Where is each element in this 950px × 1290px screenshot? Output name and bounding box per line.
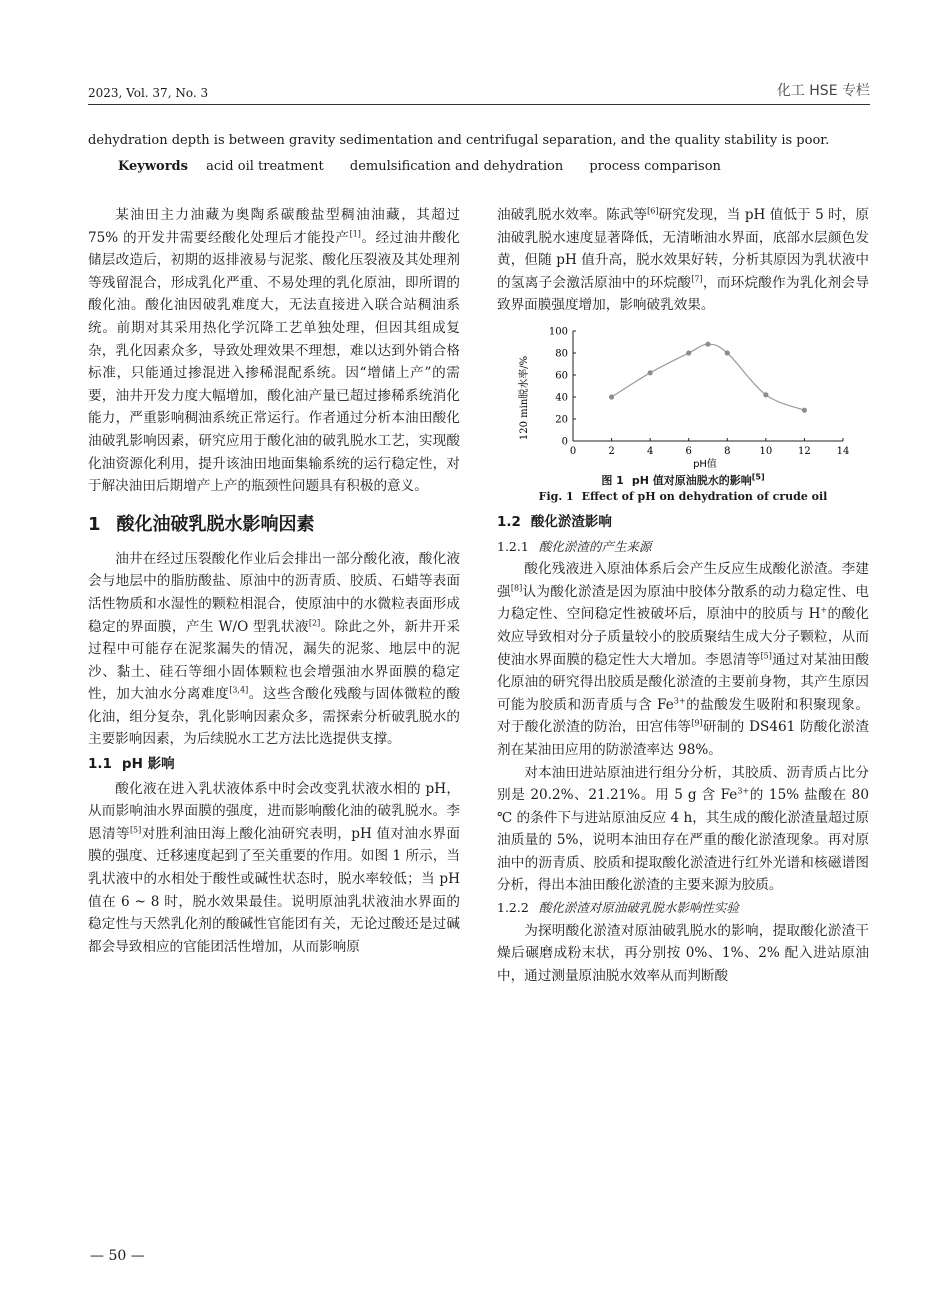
x-tick-label: 2	[608, 445, 615, 457]
y-tick-label: 60	[555, 370, 568, 382]
intro-paragraph: 某油田主力油藏为奥陶系碳酸盐型稠油油藏，其超过 75% 的开发井需要经酸化处理后才能投产[1]。经过油井酸化储层改造后，初期的返排液易与泥浆、酸化压裂液及其处理剂等残留混合，形成乳化严重、不易处理的乳化原油，即所谓的酸化油。酸化油因破乳难度大，无法直接进入联合站稠油系统。前期对其采用热化学沉降工艺单独处理，但因其组成复杂，乳化因素众多，导致处理效果不理想，难以达到外销合格标准，只能通过掺混进入掺稀混配系统。因“增储上产”的需要，油井开发力度大幅增加，酸化油产量已超过掺稀系统消化能力，严重影响稠油系统正常运行。作者通过分析本油田酸化油破乳影响因素，研究应用于酸化油的破乳脱水工艺，实现酸化油资源化利用，提升该油田地面集输系统的运行稳定性，对于解决油田后期增产上产的瓶颈性问题具有积极的意义。	[88, 207, 461, 495]
keyword-item: demulsification and dehydration	[349, 159, 564, 174]
citation[interactable]: [5]	[760, 651, 772, 660]
data-point	[763, 392, 768, 397]
y-tick-label: 0	[561, 436, 568, 448]
x-tick-label: 6	[685, 445, 692, 457]
body-paragraph: 油破乳脱水效率。陈武等[6]研究发现，当 pH 值低于 5 时，原油破乳脱水速度显著降低，无清晰油水界面，底部水层颜色发黄，但随 pH 值升高，脱水效果好转，分析其原因为乳状液中的氢离子会激活原油中的环烷酸[7]，而环烷酸作为乳化剂会导致界面膜强度增加，影响破乳效果。	[497, 206, 870, 314]
citation[interactable]: [9]	[691, 718, 703, 728]
y-axis-label: 120 min脱水率/%	[519, 355, 530, 441]
data-point	[802, 408, 807, 413]
data-point	[705, 342, 710, 347]
citation[interactable]: [6]	[647, 206, 659, 216]
x-tick-label: 10	[759, 445, 773, 457]
keyword-item: acid oil treatment	[206, 159, 324, 174]
data-point	[648, 370, 653, 375]
subsubsection-heading: 1.2.1 酸化淤渣的产生来源	[497, 538, 652, 554]
x-tick-label: 12	[798, 445, 811, 457]
body-paragraph: 油井在经过压裂酸化作业后会排出一部分酸化液，酸化液会与地层中的脂肪酸盐、原油中的沥青质、胶质、石蜡等表面活性物质和水湿性的颗粒相混合，使原油中的水微粒表面形成稳定的界面膜，产生 W/O 型乳状液[2]。除此之外，新井开采过程中可能存在泥浆漏失的情况，漏失的泥浆、地层中的泥沙、黏土、硅石等细小固体颗粒也会增强油水界面膜的稳定性，加大油水分离难度[3,4]。这些含酸化残酸与固体微粒的酸化油，组分复杂，乳化影响因素众多，需探索分析破乳脱水的主要影响因素，为后续脱水工艺方法比选提供支撑。	[88, 550, 461, 748]
keywords-label: Keywords	[118, 159, 188, 174]
citation[interactable]: [1]	[349, 229, 361, 239]
subsubsection-heading: 1.2.2 酸化淤渣对原油破乳脱水影响性实验	[497, 900, 739, 916]
left-column	[88, 204, 460, 958]
figure-caption-cn: 图 1 pH 值对原油脱水的影响[5]	[601, 472, 765, 487]
data-point	[686, 350, 691, 355]
x-tick-label: 0	[569, 445, 577, 457]
section-heading: 1 酸化油破乳脱水影响因素	[88, 513, 315, 535]
x-tick-label: 4	[646, 445, 654, 457]
body-paragraph: 对本油田进站原油进行组分分析，其胶质、沥青质占比分别是 20.2%、21.21%。用 5 g 含 $Fe^{3+}$的 15% 盐酸在 80 ℃ 的条件下与进站原油反应 4 h，其生成的酸化淤渣量超过原油质量的 5%，说明本油田存在严重的酸化淤渣现象。再对原油中的沥青质、胶质和提取酸化淤渣进行红外光谱和核磁谱图分析，得出本油田酸化淤渣的主要来源为胶质。	[497, 764, 869, 894]
data-point	[725, 350, 730, 355]
keyword-item: process comparison	[589, 159, 721, 174]
data-point	[609, 394, 614, 399]
citation[interactable]: [3,4]	[229, 685, 249, 695]
y-tick-label: 40	[555, 392, 568, 404]
subsection-heading: 1.1 pH 影响	[88, 756, 175, 773]
body-paragraph: 酸化液在进入乳状液体系中时会改变乳状液水相的 pH，从而影响油水界面膜的强度，进而影响酸化油的破乳脱水。李恩清等[5]对胜利油田海上酸化油研究表明，pH 值对油水界面膜的强度、迁移速度起到了至关重要的作用。如图 1 所示，当乳状液中的水相处于酸性或碱性状态时，脱水率较低；当 pH 值在 6 ~ 8 时，脱水效果最佳。说明原油乳状液油水界面的稳定性与天然乳化剂的酸碱性官能团有关，无论过酸还是过碱都会导致相应的官能团活性增加，从而影响原	[88, 780, 460, 955]
body-paragraph: 为探明酸化淤渣对原油破乳脱水的影响，提取酸化淤渣干燥后碾磨成粉末状，再分别按 0%、1%、2% 配入进站原油中，通过测量原油脱水效率从而判断酸	[497, 922, 869, 984]
journal-info: 2023, Vol. 37, No. 3	[88, 86, 209, 100]
keywords-line	[118, 156, 743, 178]
x-tick-label: 8	[724, 445, 731, 457]
x-tick-label: 14	[836, 445, 850, 457]
y-tick-label: 20	[555, 414, 568, 426]
figure-caption-en: Fig. 1 Effect of pH on dehydration of crude oil	[538, 489, 828, 503]
body-paragraph: 酸化残液进入原油体系后会产生反应生成酸化淤渣。李建强[8]认为酸化淤渣是因为原油中胶体分散系的动力稳定性、电力稳定性、空间稳定性被破坏后，原油中的胶质与 H+的酸化效应导致相对分子质量较小的胶质聚结生成大分子颗粒，从而使油水界面膜的稳定性大大增加。李恩清等[5]通过对某油田酸化原油的研究得出胶质是酸化淤渣的主要前身物，其产生原因可能为胶质和沥青质与含 $Fe^{3+}$的盐酸发生吸附和积聚现象。对于酸化淤渣的防治，田宫伟等[9]研制的 DS461 防酸化淤渣剂在某油田应用的防淤渣率达 98%。	[497, 561, 870, 758]
right-column	[497, 204, 869, 987]
page-number: — 50 —	[90, 1248, 145, 1264]
abstract-tail: dehydration depth is between gravity sedimentation and centrifugal separation, and the quality stability is poor.	[88, 133, 830, 148]
series-line	[612, 344, 805, 410]
citation[interactable]: [2]	[308, 617, 321, 627]
x-axis-label: pH值	[693, 458, 717, 470]
citation[interactable]: [5]	[129, 825, 142, 835]
column-name: 化工 HSE 专栏	[776, 83, 870, 99]
citation[interactable]: [5]	[751, 472, 765, 482]
y-tick-label: 80	[555, 348, 568, 360]
subsection-heading: 1.2 酸化淤渣影响	[497, 513, 612, 530]
figure-1	[497, 323, 869, 505]
citation[interactable]: [8]	[510, 583, 523, 593]
running-header	[88, 78, 870, 105]
y-tick-label: 100	[548, 326, 568, 338]
ph-dehydration-chart	[513, 323, 853, 473]
citation[interactable]: [7]	[691, 274, 703, 284]
